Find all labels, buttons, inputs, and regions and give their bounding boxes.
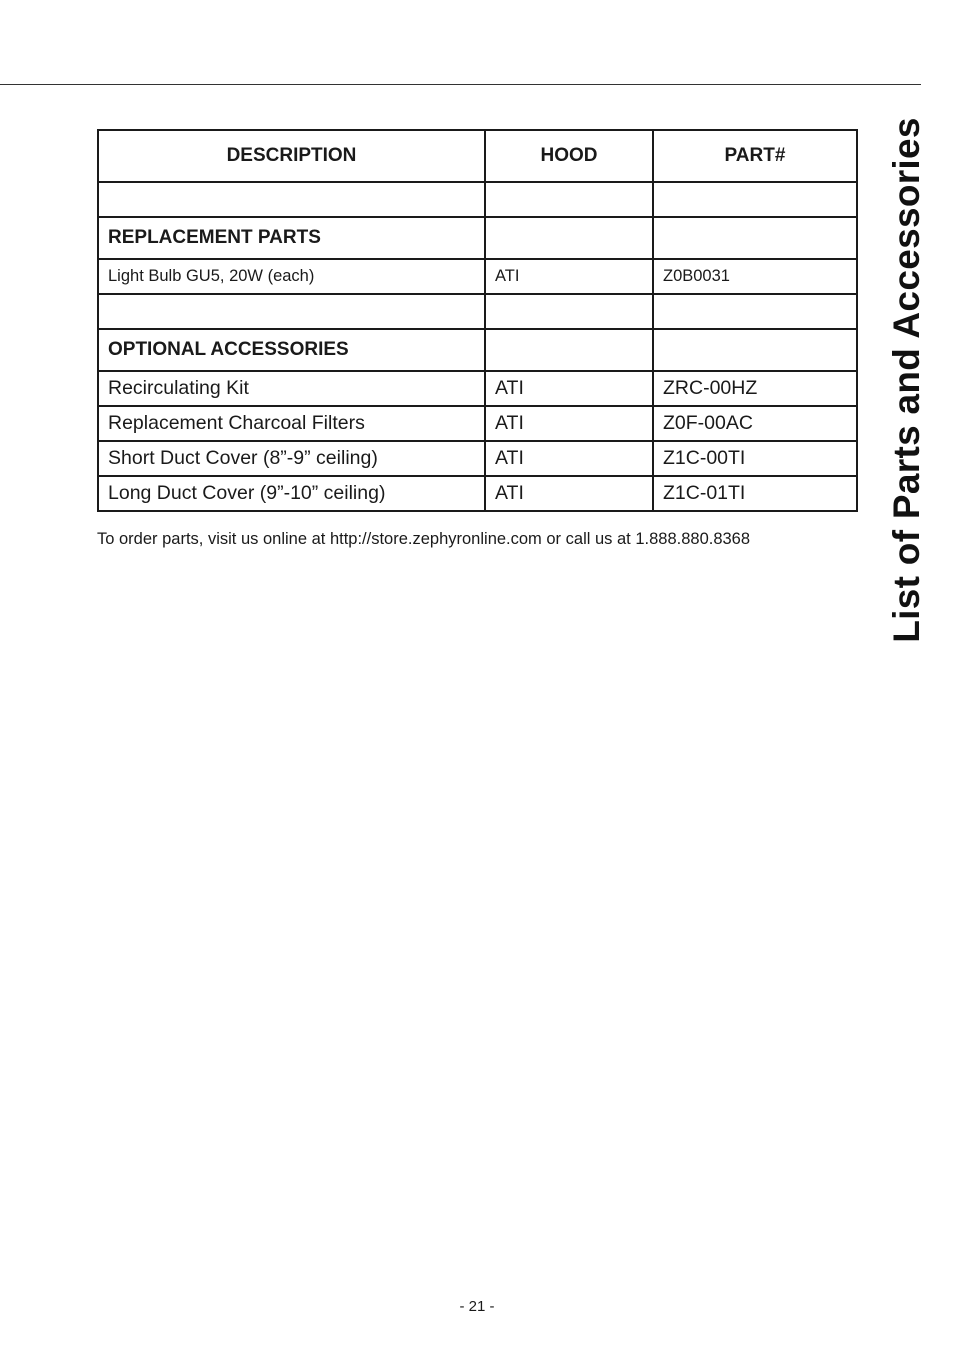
blank-row: [98, 294, 857, 329]
table-row: [98, 406, 857, 441]
part-number-cell: Z1C-01TI: [653, 476, 857, 511]
section-title: List of Parts and Accessories: [886, 117, 927, 643]
description-cell: Recirculating Kit: [98, 371, 485, 406]
table-row: [98, 371, 857, 406]
description-cell: Long Duct Cover (9”-10” ceiling): [98, 476, 485, 511]
header-description: DESCRIPTION: [98, 130, 485, 182]
table-row: [98, 259, 857, 294]
table-row: [98, 476, 857, 511]
page-number: - 21 -: [459, 1298, 495, 1315]
table-header-row: [98, 130, 857, 182]
header-hood: HOOD: [485, 130, 653, 182]
hood-cell: ATI: [485, 476, 653, 511]
section-row-optional-accessories: [98, 329, 857, 371]
top-rule: [0, 84, 921, 85]
hood-cell: ATI: [485, 406, 653, 441]
description-cell: Replacement Charcoal Filters: [98, 406, 485, 441]
section-label: OPTIONAL ACCESSORIES: [98, 329, 485, 371]
part-number-cell: Z1C-00TI: [653, 441, 857, 476]
description-cell: Short Duct Cover (8”-9” ceiling): [98, 441, 485, 476]
hood-cell: ATI: [485, 371, 653, 406]
part-number-cell: ZRC-00HZ: [653, 371, 857, 406]
part-number-cell: Z0F-00AC: [653, 406, 857, 441]
hood-cell: ATI: [485, 441, 653, 476]
parts-table: [97, 129, 858, 512]
header-part-number: PART#: [653, 130, 857, 182]
part-number-cell: Z0B0031: [653, 259, 857, 294]
order-instructions: To order parts, visit us online at http://store.zephyronline.com or call us at 1.888.880.8368: [97, 530, 751, 548]
section-label: REPLACEMENT PARTS: [98, 217, 485, 259]
table-row: [98, 441, 857, 476]
hood-cell: ATI: [485, 259, 653, 294]
description-cell: Light Bulb GU5, 20W (each): [98, 259, 485, 294]
section-row-replacement-parts: [98, 217, 857, 259]
blank-row: [98, 182, 857, 217]
